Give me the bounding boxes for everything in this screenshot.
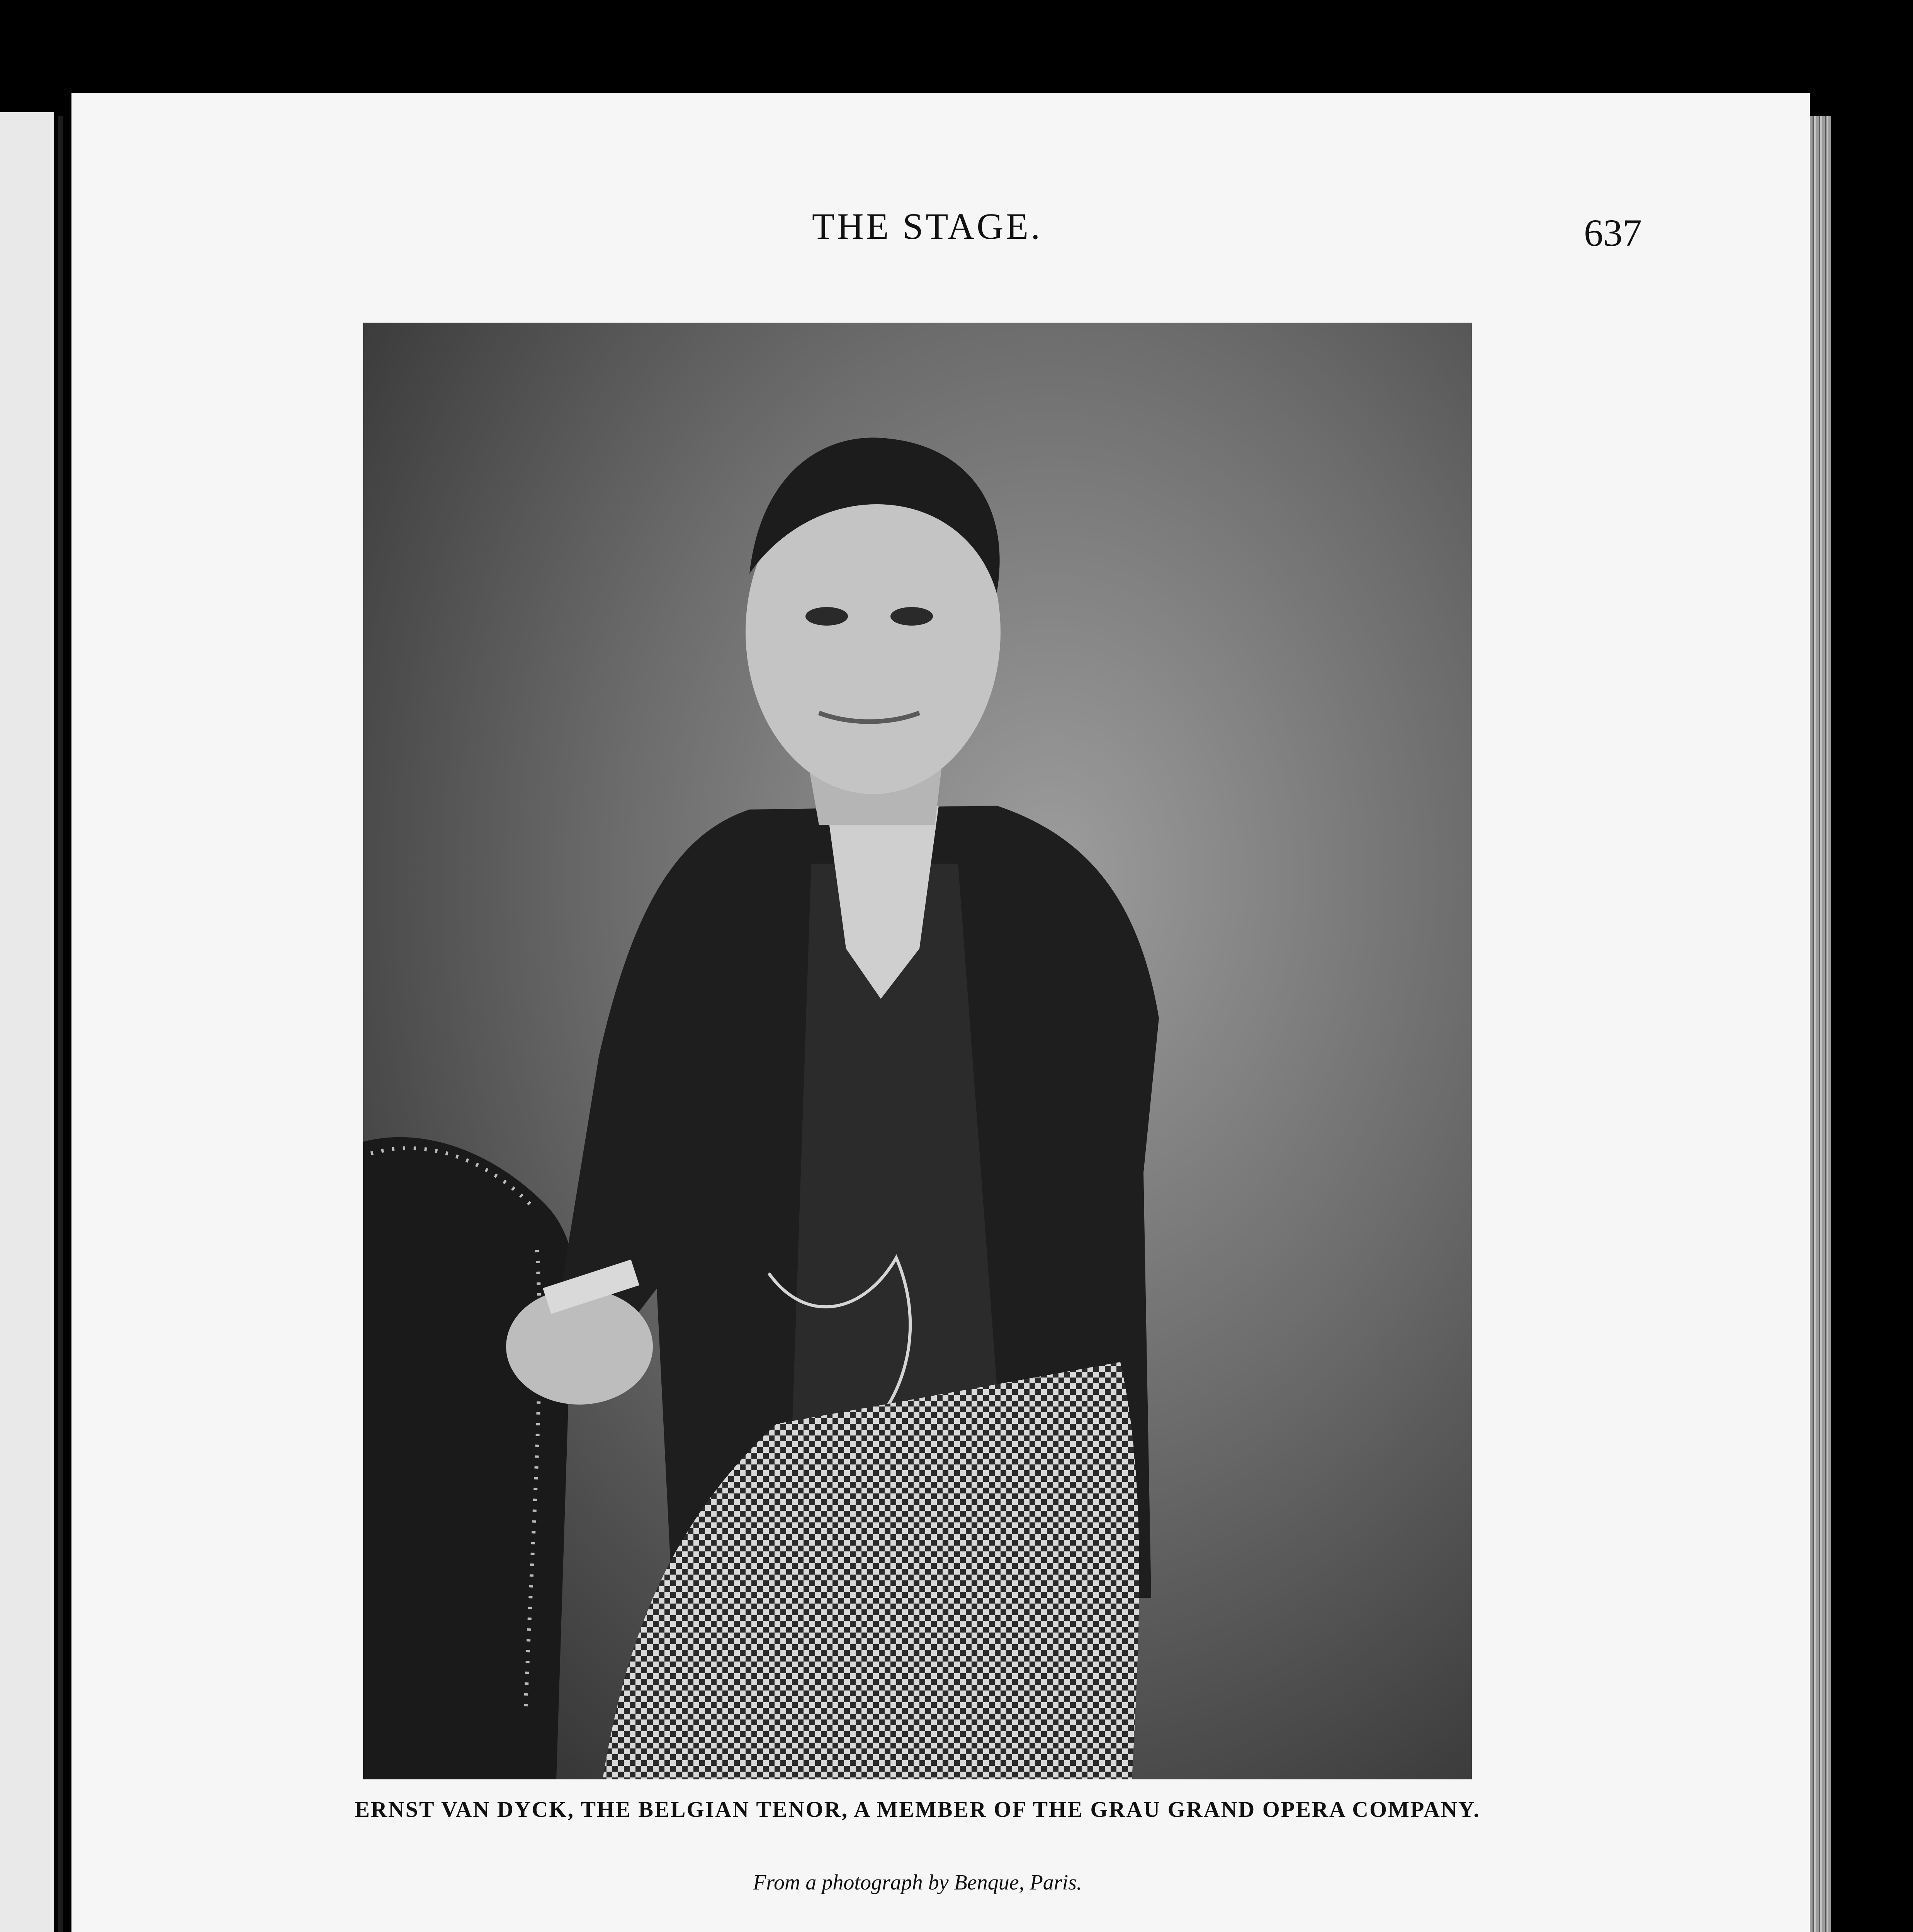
credit-prefix: From a photograph by xyxy=(753,1871,954,1895)
book-gutter xyxy=(58,116,63,1932)
portrait-figure xyxy=(363,323,1472,1779)
facing-page-edge xyxy=(0,112,54,1932)
running-header: THE STAGE. xyxy=(812,206,1043,247)
credit-name: Benque xyxy=(954,1871,1019,1895)
page-number: 637 xyxy=(1584,211,1642,254)
photo-caption: ERNST VAN DYCK, THE BELGIAN TENOR, A MEMBER OF THE GRAU GRAND OPERA COMPANY. xyxy=(355,1797,1480,1822)
photo-credit xyxy=(502,1870,1333,1895)
page-stack-edge xyxy=(1810,116,1831,1932)
credit-suffix: , Paris. xyxy=(1019,1871,1082,1895)
portrait-photograph xyxy=(363,323,1472,1779)
